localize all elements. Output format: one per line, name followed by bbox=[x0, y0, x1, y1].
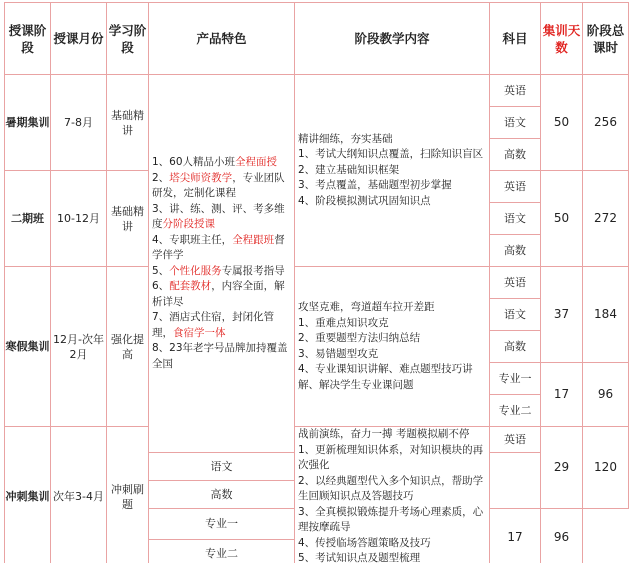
teaching-content-advanced: 攻坚克难，弯道超车拉开差距 1、重难点知识攻克 2、重要题型方法归纳总结 3、易错题型攻克 4、专业课知识讲解、难点题型技巧讲解、解决学生专业课问题 bbox=[295, 267, 490, 427]
header-features: 产品特色 bbox=[149, 3, 295, 75]
total-hours: 96 bbox=[541, 509, 583, 563]
stage-months: 次年3-4月 bbox=[51, 427, 107, 563]
subject-major2: 专业二 bbox=[490, 395, 541, 427]
subject-chinese: 语文 bbox=[149, 453, 295, 481]
subject-math: 高数 bbox=[490, 139, 541, 171]
header-days: 集训天数 bbox=[541, 3, 583, 75]
subject-english: 英语 bbox=[490, 267, 541, 299]
subject-math: 高数 bbox=[490, 235, 541, 267]
training-days: 29 bbox=[541, 427, 583, 509]
training-days: 17 bbox=[490, 509, 541, 563]
stage-level: 基础精讲 bbox=[107, 75, 149, 171]
subject-math: 高数 bbox=[490, 331, 541, 363]
training-days: 17 bbox=[541, 363, 583, 427]
product-features: 1、60人精品小班全程面授 2、塔尖师资教学，专业团队研发，定制化课程 3、讲、练、测、评、考多维度分阶段授课 4、专职班主任，全程跟班督学伴学 5、个性化服务专属报考指导 6、配套教材，内容全面，解析详尽 7、酒店式住宿，封闭化管理，食宿学一体 8、23年老字号品牌加持覆盖全国 bbox=[149, 75, 295, 453]
table-row bbox=[5, 267, 629, 299]
subject-major1: 专业一 bbox=[149, 509, 295, 540]
teaching-content-sprint: 战前演练，奋力一搏 考题模拟刷不停 1、更新梳理知识体系，对知识模块的再次强化 2、以经典题型代入多个知识点，帮助学生回顾知识点及答题技巧 3、全真模拟锻炼提升考场心理素质，心理按摩疏导 4、传授临场答题策略及技巧 5、考试知识点及题型梳理 bbox=[295, 427, 490, 563]
total-hours: 256 bbox=[583, 75, 629, 171]
stage-months: 10-12月 bbox=[51, 171, 107, 267]
header-level: 学习阶段 bbox=[107, 3, 149, 75]
stage-level: 冲刺刷题 bbox=[107, 427, 149, 563]
total-hours: 96 bbox=[583, 363, 629, 427]
stage-name: 冲刺集训 bbox=[5, 427, 51, 563]
subject-major2: 专业二 bbox=[149, 539, 295, 563]
subject-major1: 专业一 bbox=[490, 363, 541, 395]
total-hours: 272 bbox=[583, 171, 629, 267]
stage-months: 7-8月 bbox=[51, 75, 107, 171]
subject-english: 英语 bbox=[490, 75, 541, 107]
stage-level: 基础精讲 bbox=[107, 171, 149, 267]
stage-name: 二期班 bbox=[5, 171, 51, 267]
header-content: 阶段教学内容 bbox=[295, 3, 490, 75]
subject-english: 英语 bbox=[490, 427, 541, 453]
header-stage: 授课阶段 bbox=[5, 3, 51, 75]
total-hours: 184 bbox=[583, 267, 629, 363]
subject-english: 英语 bbox=[490, 171, 541, 203]
stage-months: 12月-次年2月 bbox=[51, 267, 107, 427]
subject-chinese: 语文 bbox=[490, 203, 541, 235]
table-row bbox=[5, 427, 629, 453]
stage-name: 寒假集训 bbox=[5, 267, 51, 427]
course-schedule-table bbox=[4, 2, 629, 563]
header-subject: 科目 bbox=[490, 3, 541, 75]
training-days: 50 bbox=[541, 75, 583, 171]
stage-name: 暑期集训 bbox=[5, 75, 51, 171]
total-hours: 120 bbox=[583, 427, 629, 509]
training-days: 50 bbox=[541, 171, 583, 267]
stage-level: 强化提高 bbox=[107, 267, 149, 427]
header-month: 授课月份 bbox=[51, 3, 107, 75]
training-days: 37 bbox=[541, 267, 583, 363]
subject-chinese: 语文 bbox=[490, 299, 541, 331]
table-row bbox=[5, 75, 629, 107]
subject-chinese: 语文 bbox=[490, 107, 541, 139]
header-hours: 阶段总课时 bbox=[583, 3, 629, 75]
header-row bbox=[5, 3, 629, 75]
subject-math: 高数 bbox=[149, 481, 295, 509]
teaching-content-basic: 精讲细练，夯实基础 1、考试大纲知识点覆盖，扫除知识盲区 2、建立基础知识框架 3、考点覆盖，基础题型初步掌握 4、阶段模拟测试巩固知识点 bbox=[295, 75, 490, 267]
